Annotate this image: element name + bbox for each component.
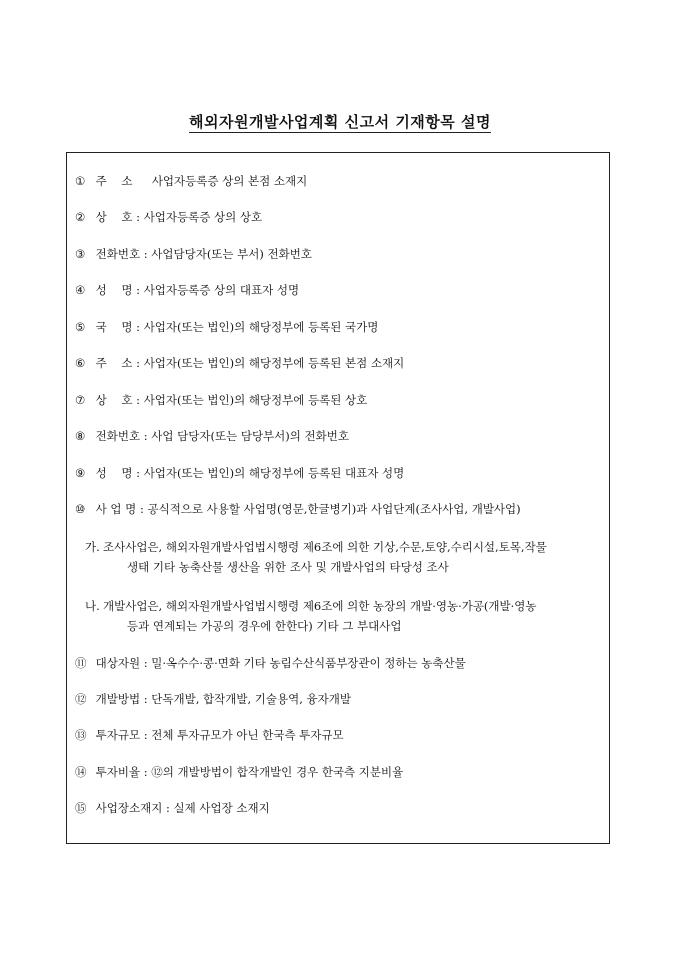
item-separator: :: [140, 247, 152, 261]
item-5: [75, 318, 601, 336]
item-12: [75, 690, 601, 708]
item-13: [75, 726, 601, 744]
item-14: [75, 763, 601, 781]
item-8: [75, 427, 601, 445]
item-separator: :: [132, 356, 144, 370]
item-separator: :: [132, 210, 144, 224]
item-10: [75, 500, 601, 518]
item-number: ⑭: [75, 765, 87, 779]
item-number: ①: [75, 174, 86, 188]
item-number: ⑬: [75, 728, 87, 742]
item-text: 공식적으로 사용할 사업명(영문,한글병기)과 사업단계(조사사업, 개발사업): [147, 502, 521, 516]
item-text: 사업자등록증 상의 대표자 성명: [143, 283, 300, 297]
item-separator: :: [162, 801, 174, 815]
item-7: [75, 391, 601, 409]
sub-item-ga: [85, 537, 603, 577]
item-number: ⑫: [75, 692, 87, 706]
description-box: [66, 152, 610, 844]
item-text: 사업자(또는 법인)의 해당정부에 등록된 본점 소재지: [143, 356, 405, 370]
item-text: 사업자등록증 상의 본점 소재지: [151, 174, 308, 188]
item-text: 사업 담당자(또는 담당부서)의 전화번호: [151, 429, 349, 443]
item-number: ⑧: [75, 429, 86, 443]
item-text: 밀·옥수수·콩·면화 기타 농림수산식품부장관이 정하는 농축산물: [151, 656, 466, 670]
item-text: ⑫의 개발방법이 합작개발인 경우 한국측 지분비율: [151, 765, 404, 779]
item-number: ⑥: [75, 356, 86, 370]
sub-item-line: 개발사업은, 해외자원개발사업법시행령 제6조에 의한 농장의 개발·영농·가공(개발·영농: [103, 599, 537, 613]
item-label: 성 명: [95, 466, 133, 480]
item-text: 사업자(또는 법인)의 해당정부에 등록된 상호: [143, 393, 368, 407]
item-1: [75, 172, 601, 190]
item-6: [75, 354, 601, 372]
item-text: 단독개발, 합작개발, 기술용역, 융자개발: [151, 692, 351, 706]
sub-item-mark: 가.: [85, 540, 100, 554]
item-11: [75, 654, 601, 672]
item-label: 상 호: [95, 393, 133, 407]
item-9: [75, 464, 601, 482]
item-text: 실제 사업장 소재지: [173, 801, 270, 815]
sub-item-na: [85, 596, 603, 636]
item-number: ⑤: [75, 320, 86, 334]
item-number: ⑨: [75, 466, 86, 480]
item-label: 전화번호: [95, 247, 141, 261]
item-number: ⑩: [75, 502, 86, 516]
sub-item-line: 등과 연계되는 가공의 경우에 한한다) 기타 그 부대사업: [127, 619, 402, 633]
item-number: ⑪: [75, 656, 87, 670]
item-number: ⑦: [75, 393, 86, 407]
item-text: 사업담당자(또는 부서) 전화번호: [151, 247, 312, 261]
item-separator: :: [132, 393, 144, 407]
sub-item-line: 생태 기타 농축산물 생산을 위한 조사 및 개발사업의 타당성 조사: [127, 560, 449, 574]
item-separator: :: [140, 728, 152, 742]
item-text: 사업자(또는 법인)의 해당정부에 등록된 국가명: [143, 320, 379, 334]
item-label: 사업장소재지: [95, 801, 163, 815]
sub-item-line: 조사사업은, 해외자원개발사업법시행령 제6조에 의한 기상,수문,토양,수리시설,토목,작물: [103, 540, 547, 554]
item-label: 사 업 명: [95, 502, 137, 516]
item-separator: :: [132, 283, 144, 297]
item-text: 사업자등록증 상의 상호: [143, 210, 263, 224]
item-separator: :: [136, 502, 148, 516]
item-4: [75, 281, 601, 299]
item-number: ②: [75, 210, 86, 224]
item-number: ③: [75, 247, 86, 261]
sub-item-mark: 나.: [85, 599, 100, 613]
item-text: 전체 투자규모가 아닌 한국측 투자규모: [151, 728, 344, 742]
item-separator: :: [140, 692, 152, 706]
item-label: 국 명: [95, 320, 133, 334]
item-label: 대상자원: [95, 656, 141, 670]
item-separator: :: [140, 429, 152, 443]
item-number: ④: [75, 283, 86, 297]
page-title: [0, 111, 680, 132]
item-separator: :: [140, 765, 152, 779]
item-label: 투자규모: [95, 728, 141, 742]
item-label: 개발방법: [95, 692, 141, 706]
item-3: [75, 245, 601, 263]
item-separator: :: [132, 320, 144, 334]
page-title-text: 해외자원개발사업계획 신고서 기재항목 설명: [189, 113, 491, 131]
item-label: 상 호: [95, 210, 133, 224]
item-number: ⑮: [75, 801, 87, 815]
item-separator: :: [132, 466, 144, 480]
item-15: [75, 799, 601, 817]
item-label: 성 명: [95, 283, 133, 297]
item-separator: :: [140, 656, 152, 670]
item-label: 주 소: [95, 356, 133, 370]
item-label: 투자비율: [95, 765, 141, 779]
item-2: [75, 208, 601, 226]
item-label: 전화번호: [95, 429, 141, 443]
item-text: 사업자(또는 법인)의 해당정부에 등록된 대표자 성명: [143, 466, 405, 480]
item-label: 주 소: [95, 174, 133, 188]
